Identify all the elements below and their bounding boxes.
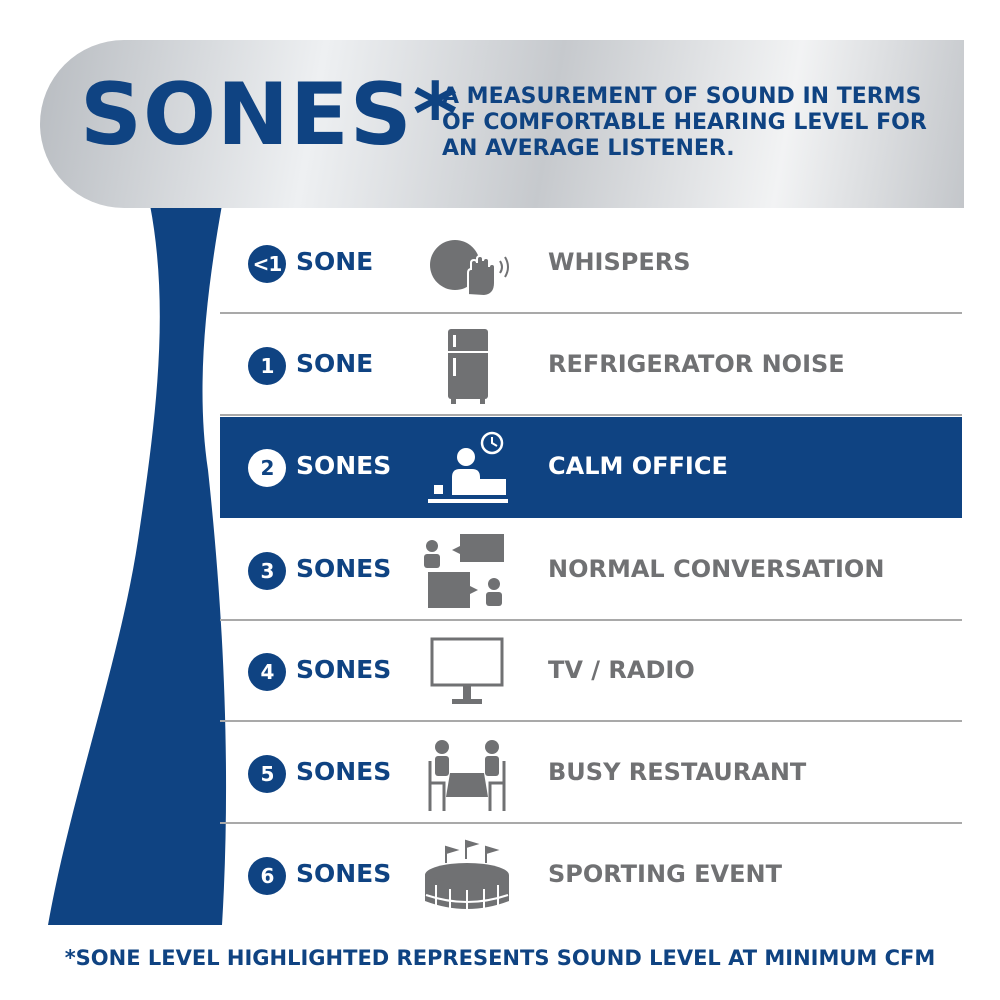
sone-description: SPORTING EVENT (548, 860, 782, 888)
sone-badge: 4 (248, 653, 286, 691)
row-divider (220, 312, 962, 314)
restaurant-icon (420, 733, 514, 815)
sone-row-whispers (220, 213, 962, 314)
sone-badge: 2 (248, 449, 286, 487)
sone-level-label: SONE (296, 349, 374, 378)
stadium-icon (420, 835, 514, 917)
sone-description: WHISPERS (548, 248, 691, 276)
footnote: *SONE LEVEL HIGHLIGHTED REPRESENTS SOUND LEVEL AT MINIMUM CFM (64, 946, 936, 970)
row-divider (220, 414, 962, 416)
sone-description: NORMAL CONVERSATION (548, 555, 885, 583)
sone-badge: 5 (248, 755, 286, 793)
tv-icon (420, 631, 514, 713)
sone-badge: 3 (248, 552, 286, 590)
row-divider (220, 720, 962, 722)
sone-description: BUSY RESTAURANT (548, 758, 807, 786)
refrigerator-icon (420, 325, 514, 407)
sone-badge: 6 (248, 857, 286, 895)
page-subtitle: A MEASUREMENT OF SOUND IN TERMS OF COMFORTABLE HEARING LEVEL FOR AN AVERAGE LISTENER. (442, 84, 927, 161)
sone-row-sporting-event (220, 825, 962, 926)
sone-description: TV / RADIO (548, 656, 695, 684)
sone-level-label: SONES (296, 859, 392, 888)
sone-level-label: SONES (296, 757, 392, 786)
conversation-icon (420, 530, 514, 612)
sone-level-label: SONE (296, 247, 374, 276)
sone-level-label: SONES (296, 554, 392, 583)
page-title: SONES* (80, 65, 459, 165)
sone-row-restaurant (220, 723, 962, 824)
whisper-icon (420, 223, 514, 305)
sone-badge: <1 (248, 245, 286, 283)
sone-row-tv-radio (220, 621, 962, 722)
sone-description: CALM OFFICE (548, 452, 728, 480)
office-worker-icon (420, 427, 514, 509)
sone-badge: 1 (248, 347, 286, 385)
sone-row-conversation (220, 520, 962, 621)
sone-description: REFRIGERATOR NOISE (548, 350, 845, 378)
sone-row-calm-office (220, 417, 962, 518)
sone-level-label: SONES (296, 451, 392, 480)
sone-level-label: SONES (296, 655, 392, 684)
row-divider (220, 822, 962, 824)
sone-row-refrigerator (220, 315, 962, 416)
